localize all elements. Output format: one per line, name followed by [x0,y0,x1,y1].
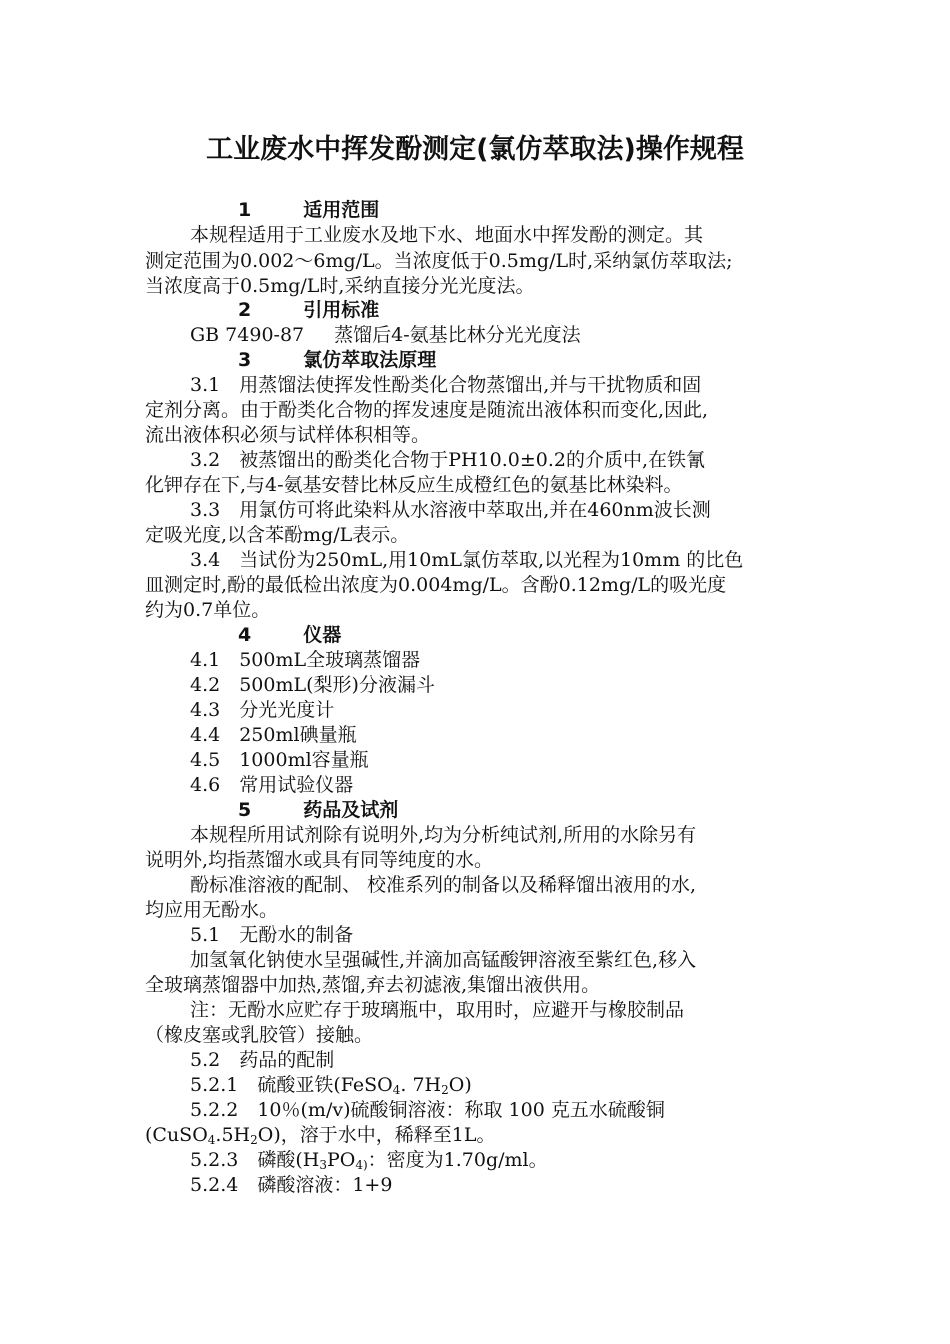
clause-3-2-line: 3.2 被蒸馏出的酚类化合物于PH10.0±0.2的介质中,在铁氰 [190,449,706,471]
paragraph-line: 说明外,均指蒸馏水或具有同等纯度的水。 [145,849,494,871]
section-heading-5 [238,798,903,823]
instrument-item: 4.6 常用试验仪器 [190,774,354,796]
paragraph-line: 酚标准溶液的配制、 校准系列的制备以及稀释馏出液用的水, [190,874,697,896]
clause-3-1-line: 定剂分离。由于酚类化合物的挥发速度是随流出液体积而变化,因此, [145,399,709,421]
section-number: 1 [238,199,252,221]
clause-3-4-line: 3.4 当试份为250mL,用10mL氯仿萃取,以光程为10mm 的比色 [190,549,744,571]
paragraph-line: 全玻璃蒸馏器中加热,蒸馏,弃去初滤液,集馏出液供用。 [145,974,601,996]
standard-reference [190,323,855,348]
reagent-5-2-4: 5.2.4 磷酸溶液：1+9 [190,1174,393,1196]
subscript: 4 [392,1083,401,1097]
reagent-text: ：密度为1.70g/ml。 [367,1149,548,1171]
paragraph-line: 加氢氧化钠使水呈强碱性,并滴加高锰酸钾溶液至紫红色,移入 [190,949,697,971]
reagent-text: 5.2.1 硫酸亚铁(FeSO [190,1074,393,1096]
reagent-5-2-1 [190,1073,855,1098]
paragraph-line: 本规程所用试剂除有说明外,均为分析纯试剂,所用的水除另有 [190,824,697,846]
note-line: 注：无酚水应贮存于玻璃瓶中，取用时，应避开与橡胶制品 [190,999,685,1021]
section-heading-4 [238,623,903,648]
reagent-text: PO [326,1149,356,1171]
subscript: 2 [441,1083,449,1097]
page-title: 工业废水中挥发酚测定(氯仿萃取法)操作规程 [206,134,744,165]
section-number: 2 [238,299,252,321]
clause-3-4-line: 皿测定时,酚的最低检出浓度为0.004mg/L。含酚0.12mg/L的吸光度 [145,574,727,596]
subscript: 2 [250,1133,258,1147]
standard-code: GB 7490-87 [190,324,305,346]
subscript: 4 [207,1133,216,1147]
reagent-text: 5.2.3 磷酸(H [190,1149,320,1171]
clause-3-3-line: 3.3 用氯仿可将此染料从水溶液中萃取出,并在460nm波长测 [190,499,711,521]
section-title: 仪器 [303,624,342,646]
reagent-text: (CuSO [145,1124,208,1146]
section-title: 适用范围 [303,199,380,221]
paragraph-line: 本规程适用于工业废水及地下水、地面水中挥发酚的测定。其 [190,224,704,246]
section-title: 氯仿萃取法原理 [303,349,437,371]
reagent-5-2-2-line1: 5.2.2 10％(m/v)硫酸铜溶液：称取 100 克五水硫酸铜 [190,1099,665,1121]
reagent-5-2-3 [190,1148,855,1173]
subscript: 3 [319,1158,327,1172]
clause-3-2-line: 化钾存在下,与4-氨基安替比林反应生成橙红色的氨基比林染料。 [145,474,683,496]
standard-name: 蒸馏后4-氨基比林分光光度法 [334,324,581,346]
note-line: （橡皮塞或乳胶管）接触。 [145,1024,374,1046]
reagent-text: O) [448,1074,472,1096]
section-number: 5 [238,799,252,821]
instrument-item: 4.2 500mL(梨形)分液漏斗 [190,674,435,696]
reagent-5-2-2-line2 [145,1123,810,1148]
instrument-item: 4.4 250ml碘量瓶 [190,724,357,746]
reagent-text: .5H [215,1124,251,1146]
section-heading-1 [238,198,903,223]
paragraph-line: 当浓度高于0.5mg/L时,采纳直接分光光度法。 [145,275,535,297]
paragraph-line: 均应用无酚水。 [145,899,279,921]
clause-3-1-line: 流出液体积必须与试样体积相等。 [145,424,431,446]
section-number: 4 [238,624,252,646]
section-heading-3 [238,348,903,373]
section-heading-2 [238,298,903,323]
instrument-item: 4.5 1000ml容量瓶 [190,749,369,771]
reagent-text: . 7H [400,1074,442,1096]
instrument-item: 4.1 500mL全玻璃蒸馏器 [190,649,421,671]
section-title: 药品及试剂 [303,799,399,821]
subscript: 4) [355,1158,368,1172]
reagent-text: O)，溶于水中，稀释至1L。 [257,1124,496,1146]
clause-3-1-line: 3.1 用蒸馏法使挥发性酚类化合物蒸馏出,并与干扰物质和固 [190,374,702,396]
paragraph-line: 测定范围为0.002～6mg/L。当浓度低于0.5mg/L时,采纳氯仿萃取法; [145,250,733,272]
subsection-5-2-heading: 5.2 药品的配制 [190,1049,335,1071]
subsection-5-1-heading: 5.1 无酚水的制备 [190,924,354,946]
clause-3-4-line: 约为0.7单位。 [145,599,271,621]
section-number: 3 [238,349,252,371]
instrument-item: 4.3 分光光度计 [190,699,335,721]
clause-3-3-line: 定吸光度,以含苯酚mg/L表示。 [145,524,410,546]
section-title: 引用标准 [303,299,380,321]
